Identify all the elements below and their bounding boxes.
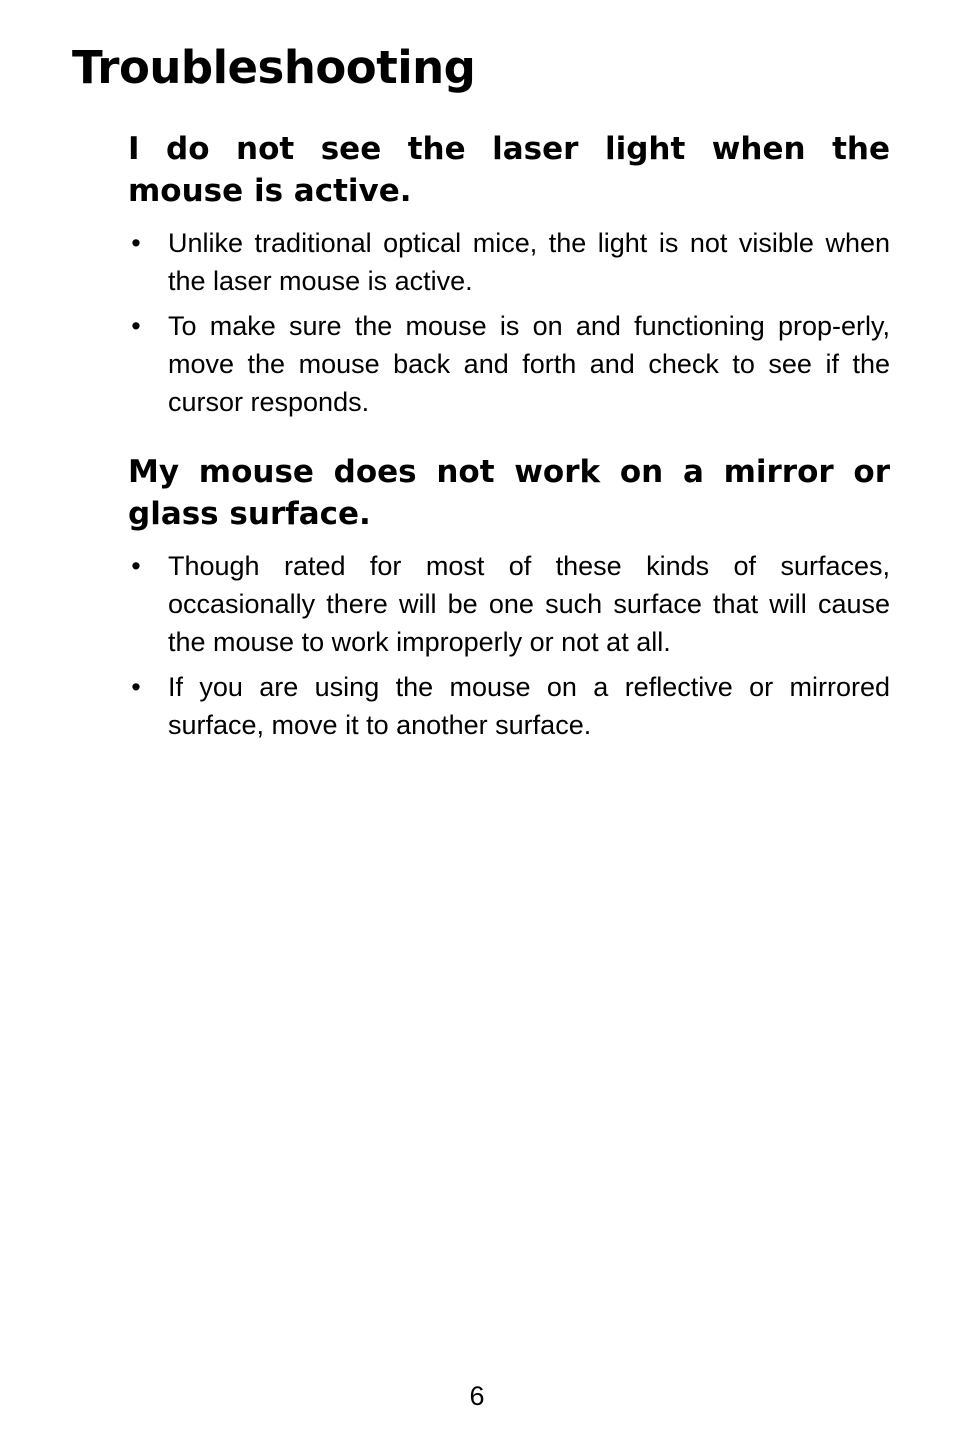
page-number: 6 (469, 1381, 485, 1411)
troubleshooting-content (128, 128, 890, 774)
bullet-icon: • (131, 228, 141, 258)
list-item-text: To make sure the mouse is on and functioning prop-erly, move the mouse back and forth and check to see if the cursor responds. (168, 311, 890, 417)
bullet-icon: • (131, 672, 141, 702)
list-item (128, 307, 890, 421)
section-laser-light (128, 128, 890, 421)
page-title: Troubleshooting (72, 41, 476, 94)
bullet-list (128, 224, 890, 421)
list-item-text: Unlike traditional optical mice, the light is not visible when the laser mouse is active. (168, 228, 890, 296)
list-item-text: If you are using the mouse on a reflective or mirrored surface, move it to another surface. (168, 672, 890, 740)
bullet-list (128, 547, 890, 744)
list-item (128, 547, 890, 661)
section-heading: I do not see the laser light when the mouse is active. (128, 131, 890, 209)
bullet-icon: • (131, 311, 141, 341)
bullet-icon: • (131, 551, 141, 581)
section-heading: My mouse does not work on a mirror or glass surface. (128, 454, 890, 532)
list-item (128, 668, 890, 744)
list-item (128, 224, 890, 300)
section-mirror-surface (128, 451, 890, 744)
list-item-text: Though rated for most of these kinds of surfaces, occasionally there will be one such surface that will cause the mouse to work improperly or not at all. (168, 551, 890, 657)
